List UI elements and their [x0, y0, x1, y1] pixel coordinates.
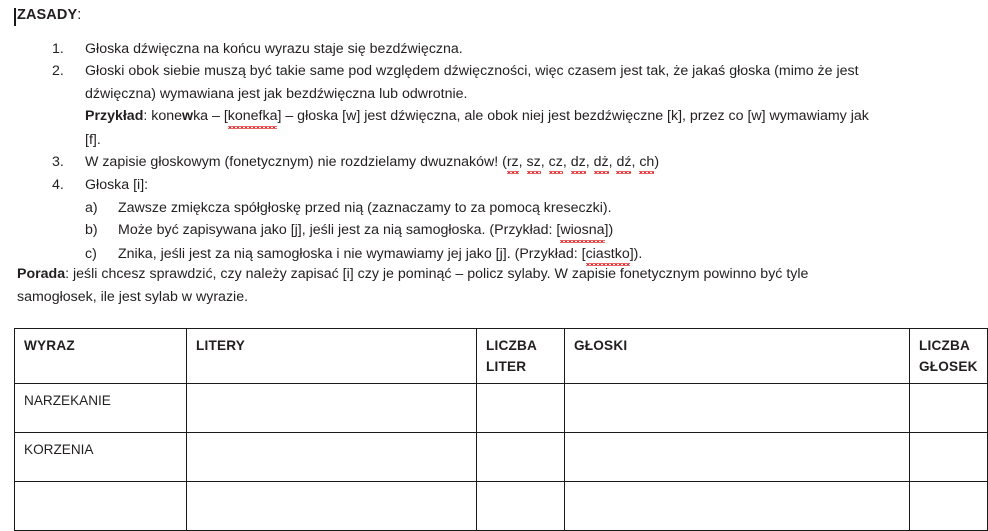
sub-list-item — [0, 197, 900, 219]
cell-gloski[interactable] — [565, 384, 910, 433]
cell-liczba-liter[interactable] — [477, 482, 565, 531]
example-text-b: ka – [ — [193, 108, 228, 125]
cell-liczba-glosek[interactable] — [910, 433, 988, 482]
example-text-c: ] – głoska [w] jest dźwięczna, ale obok niej jest bezdźwięczne [k], przez co [w] wymawiamy jak [f]. — [85, 108, 869, 148]
cell-wyraz[interactable]: NARZEKANIE — [15, 384, 187, 433]
rule3-text-b: ) — [654, 154, 660, 171]
cell-liczba-liter[interactable] — [477, 384, 565, 433]
example-text-a: : kone — [143, 108, 183, 125]
tip-label: Porada — [17, 266, 66, 282]
spellcheck-word: ciastko — [586, 243, 630, 266]
sub-b-text-a: Może być zapisywana jako [j], jeśli jest za nią samogłoska. (Przykład: [ — [118, 222, 561, 239]
tip-text: : jeśli chcesz sprawdzić, czy należy zapisać [i] czy je pominąć – policz sylaby. W zapisie fonetycznym powinno być tyle samogłosek, ile jest sylab w wyrazie. — [17, 266, 809, 305]
column-header-liczba-liter — [477, 329, 565, 384]
list-item — [0, 60, 900, 151]
tip-paragraph — [17, 263, 883, 308]
page-title-text: ZASADY — [17, 7, 78, 23]
cell-liczba-glosek[interactable] — [910, 384, 988, 433]
rules-list — [0, 38, 900, 266]
column-header-litery: LITERY — [187, 329, 477, 384]
list-item — [0, 151, 900, 174]
spellcheck-word: dz — [571, 151, 586, 174]
sub-list-item-text: Zawsze zmiękcza spółgłoskę przed nią (zaznaczamy to za pomocą kreseczki). — [118, 199, 612, 216]
example-label: Przykład — [85, 108, 144, 125]
column-header-liczba-liter-line2: LITER — [486, 359, 527, 374]
table-header-row — [15, 329, 988, 384]
rule3-text-a: W zapisie głoskowym (fonetycznym) nie rozdzielamy dwuznaków! ( — [85, 154, 507, 171]
spellcheck-word: sz — [527, 151, 541, 174]
column-header-liczba-liter-line1: LICZBA — [486, 338, 538, 353]
column-header-liczba-glosek — [910, 329, 988, 384]
exercise-table-wrapper — [14, 328, 978, 531]
list-marker: 2. — [52, 63, 64, 80]
column-header-liczba-glosek-line1: LICZBA — [919, 338, 971, 353]
exercise-table — [14, 328, 988, 531]
cell-liczba-glosek[interactable] — [910, 482, 988, 531]
example-bold-letter: w — [182, 108, 194, 125]
sub-list-item — [0, 219, 900, 242]
list-item-text: Głoski obok siebie muszą być takie same pod względem dźwięczności, więc czasem jest tak, że jakaś głoska (mimo że jest dźwięczna) wymawiana jest jak bezdźwięczna lub odwrotnie. — [85, 63, 859, 102]
spellcheck-word: konefka — [228, 105, 278, 128]
spellcheck-word: cz — [549, 151, 563, 174]
column-header-liczba-glosek-line2: GŁOSEK — [919, 359, 978, 374]
cell-wyraz[interactable]: KORZENIA — [15, 433, 187, 482]
sub-b-text-b: ]) — [604, 222, 614, 239]
spellcheck-word: ch — [639, 151, 654, 174]
list-item-text: Głoska dźwięczna na końcu wyrazu staje się bezdźwięczna. — [85, 41, 463, 57]
spellcheck-word: rz — [507, 151, 519, 174]
sub-c-text-b: ]). — [629, 245, 643, 262]
spellcheck-word: dż — [594, 151, 609, 174]
sub-c-text-a: Znika, jeśli jest za nią samogłoska i nie wymawiamy jej jako [j]. (Przykład: [ — [118, 245, 586, 262]
column-header-wyraz: WYRAZ — [15, 329, 187, 384]
spellcheck-word: dź — [616, 151, 631, 174]
cell-litery[interactable] — [187, 384, 477, 433]
list-marker: 1. — [52, 41, 64, 57]
cell-liczba-liter[interactable] — [477, 433, 565, 482]
sub-list-item-text — [118, 219, 875, 242]
list-marker: 3. — [52, 154, 64, 171]
page-title — [17, 7, 81, 23]
table-row — [15, 482, 988, 531]
cell-gloski[interactable] — [565, 433, 910, 482]
cell-gloski[interactable] — [565, 482, 910, 531]
cell-litery[interactable] — [187, 433, 477, 482]
sub-list-marker: c) — [85, 245, 97, 262]
table-row — [15, 384, 988, 433]
cell-litery[interactable] — [187, 482, 477, 531]
digraph-list: rz, sz, cz, dz, dż, dź, ch — [507, 154, 654, 170]
cell-wyraz[interactable] — [15, 482, 187, 531]
list-item — [0, 174, 900, 196]
list-marker: 4. — [52, 177, 64, 194]
sub-list-marker: b) — [85, 222, 98, 239]
example-line — [85, 105, 875, 151]
table-row — [15, 433, 988, 482]
spellcheck-word: wiosna — [560, 219, 604, 242]
sub-list-marker: a) — [85, 199, 98, 216]
column-header-gloski: GŁOSKI — [565, 329, 910, 384]
list-item-text — [85, 151, 875, 174]
text-caret — [14, 8, 16, 26]
page-title-colon: : — [77, 7, 82, 23]
list-item-text: Głoska [i]: — [85, 177, 149, 194]
list-item — [0, 38, 900, 60]
